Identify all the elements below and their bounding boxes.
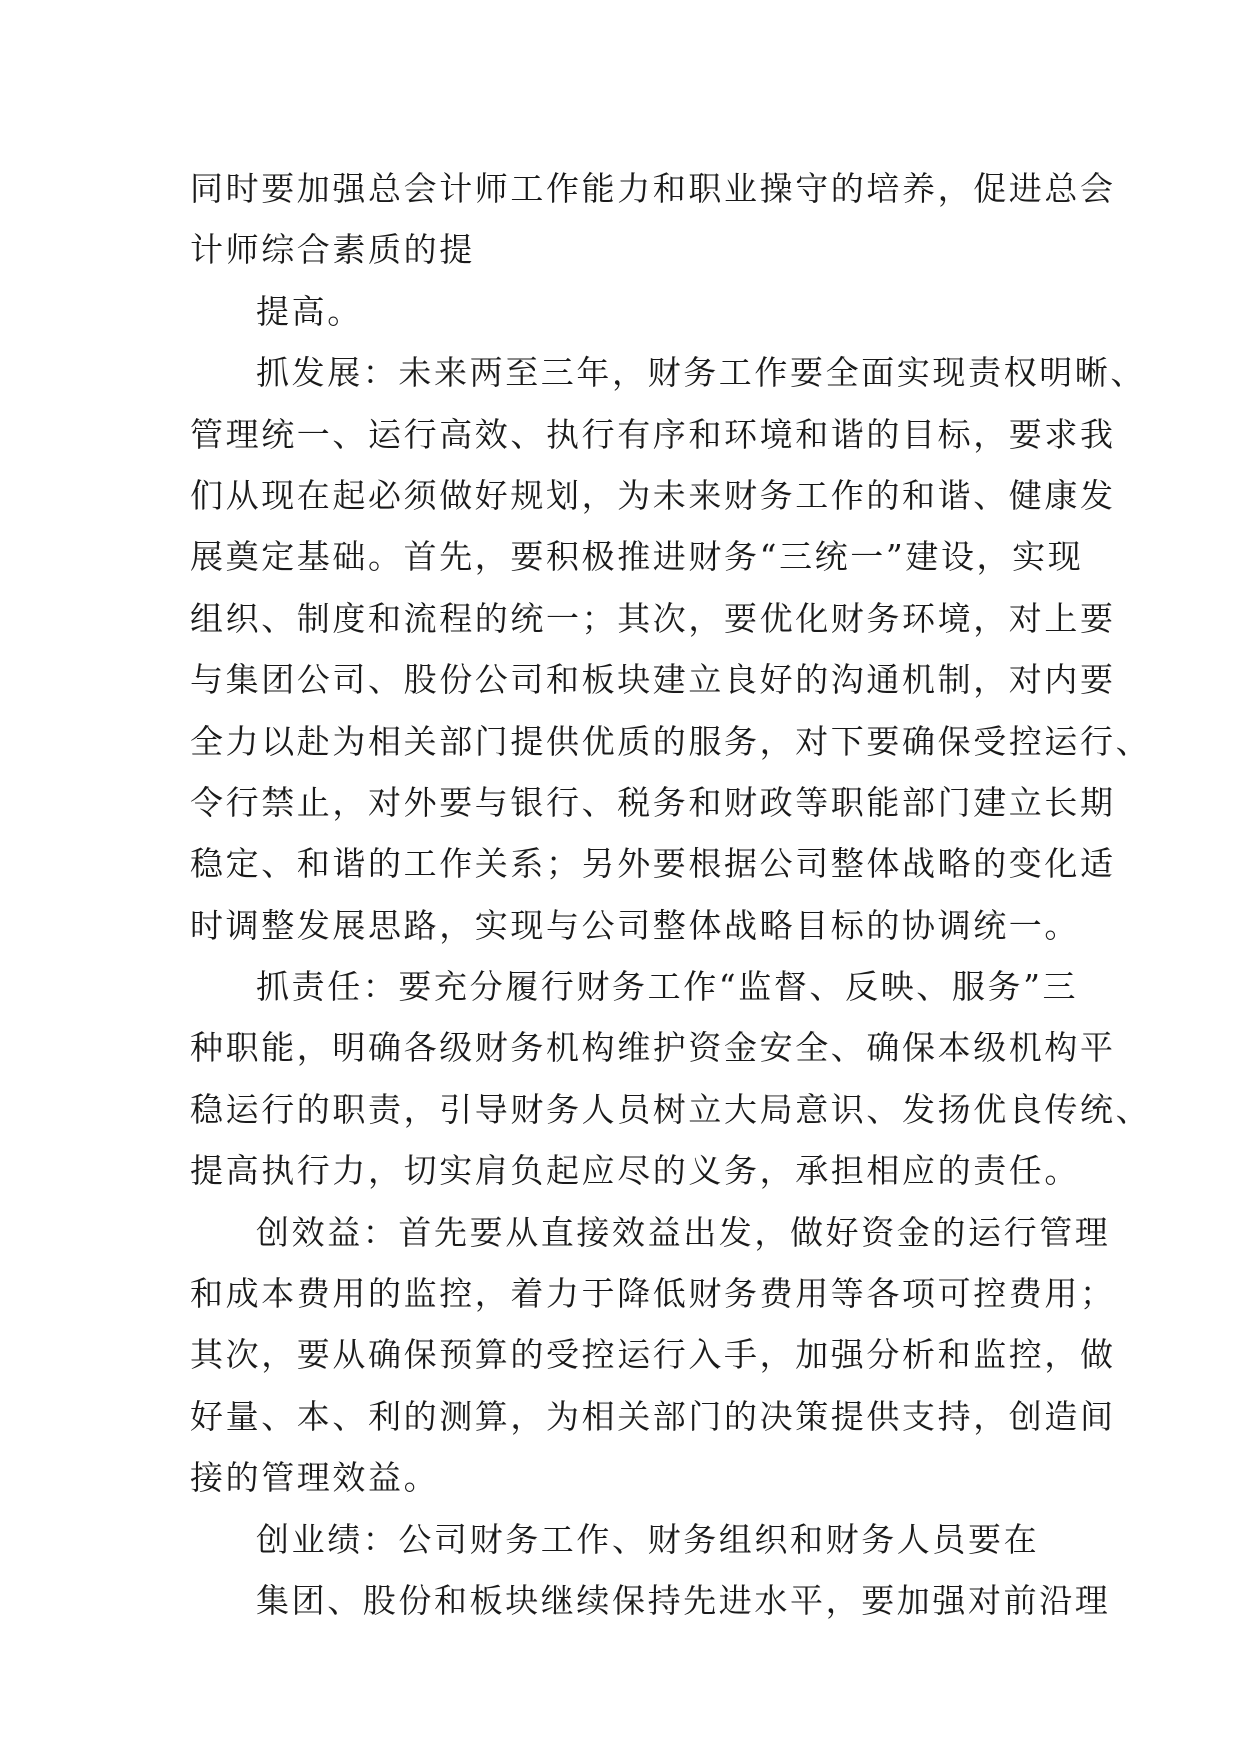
text-line: 全力以赴为相关部门提供优质的服务，对下要确保受控运行、 xyxy=(190,721,1152,761)
text-line: 稳定、和谐的工作关系；另外要根据公司整体战略的变化适 xyxy=(190,844,1116,884)
text-line: 们从现在起必须做好规划，为未来财务工作的和谐、健康发 xyxy=(190,475,1116,515)
text-line: 和成本费用的监控，着力于降低财务费用等各项可控费用； xyxy=(190,1274,1116,1314)
text-line: 其次，要从确保预算的受控运行入手，加强分析和监控，做 xyxy=(190,1335,1116,1375)
text-line: 组织、制度和流程的统一；其次，要优化财务环境，对上要 xyxy=(190,598,1116,638)
text-line: 提高。 xyxy=(256,291,363,331)
paragraph-start-line: 创效益：首先要从直接效益出发，做好资金的运行管理 xyxy=(256,1212,1111,1252)
text-line: 稳运行的职责，引导财务人员树立大局意识、发扬优良传统、 xyxy=(190,1089,1152,1129)
text-line: 时调整发展思路，实现与公司整体战略目标的协调统一。 xyxy=(190,905,1080,945)
text-line: 与集团公司、股份公司和板块建立良好的沟通机制，对内要 xyxy=(190,660,1116,700)
paragraph-start-line: 抓责任：要充分履行财务工作“监督、反映、服务”三 xyxy=(256,967,1079,1007)
text-line: 令行禁止，对外要与银行、税务和财政等职能部门建立长期 xyxy=(190,782,1116,822)
text-line: 计师综合素质的提 xyxy=(190,230,475,270)
text-line: 展奠定基础。首先，要积极推进财务“三统一”建设，实现 xyxy=(190,537,1084,577)
text-line: 管理统一、运行高效、执行有序和环境和谐的目标，要求我 xyxy=(190,414,1116,454)
text-line: 提高执行力，切实肩负起应尽的义务，承担相应的责任。 xyxy=(190,1151,1080,1191)
body-text xyxy=(190,158,1152,1631)
paragraph-start-line: 抓发展：未来两至三年，财务工作要全面实现责权明晰、 xyxy=(256,353,1146,393)
text-line: 集团、股份和板块继续保持先进水平，要加强对前沿理 xyxy=(256,1580,1111,1620)
text-line: 接的管理效益。 xyxy=(190,1458,440,1498)
paragraph-start-line: 创业绩：公司财务工作、财务组织和财务人员要在 xyxy=(256,1519,1040,1559)
text-line: 同时要加强总会计师工作能力和职业操守的培养，促进总会 xyxy=(190,169,1116,208)
text-line: 好量、本、利的测算，为相关部门的决策提供支持，创造间 xyxy=(190,1396,1116,1436)
text-line: 种职能，明确各级财务机构维护资金安全、确保本级机构平 xyxy=(190,1028,1116,1068)
